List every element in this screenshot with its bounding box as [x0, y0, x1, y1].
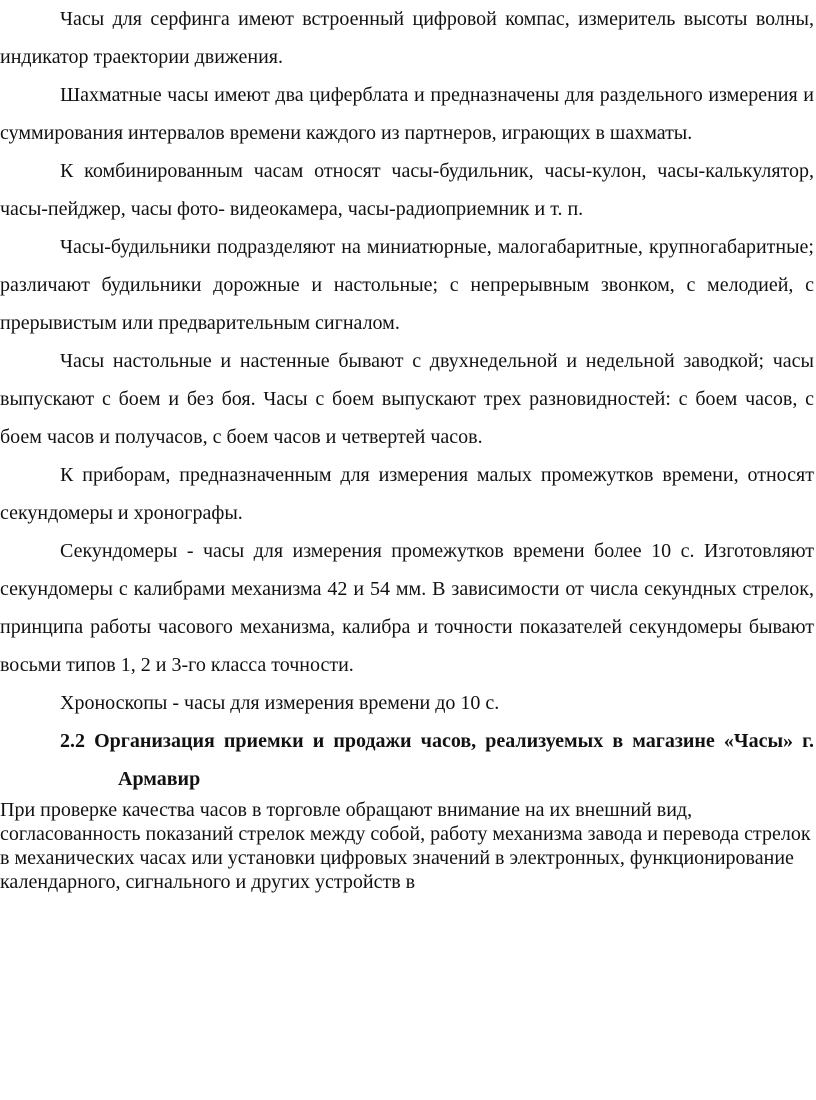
- paragraph-alarm-clocks: Часы-будильники подразделяют на миниатюрные, малогабаритные, крупногабаритные; различают будильники дорожные и настольные; с непрерывным звонком, с мелодией, с прерывистым или предварительным сигналом.: [0, 236, 814, 334]
- paragraph-surf-watches: Часы для серфинга имеют встроенный цифровой компас, измеритель высоты волны, индикатор траектории движения.: [0, 8, 814, 68]
- paragraph-chronoscopes: Хроноскопы - часы для измерения времени до 10 с.: [60, 692, 500, 714]
- paragraph-table-wall-clocks: Часы настольные и настенные бывают с двухнедельной и недельной заводкой; часы выпускают с боем и без боя. Часы с боем выпускают трех разновидностей: с боем часов, с боем часов и получасов, с боем часов и четвертей часов.: [0, 350, 814, 448]
- section-heading: 2.2 Организация приемки и продажи часов, реализуемых в магазине «Часы» г. Армавир: [60, 730, 814, 790]
- paragraph-short-interval-devices: К приборам, предназначенным для измерения малых промежутков времени, относят секундомеры и хронографы.: [0, 464, 814, 524]
- paragraph-combined-watches: К комбинированным часам относят часы-будильник, часы-кулон, часы-калькулятор, часы-пейджер, часы фото- видеокамера, часы-радиоприемник и т. п.: [0, 160, 814, 220]
- paragraph-stopwatches: Секундомеры - часы для измерения промежутков времени более 10 с. Изготовляют секундомеры с калибрами механизма 42 и 54 мм. В зависимости от числа секундных стрелок, принципа работы часового механизма, калибра и точности показателей секундомеры бывают восьми типов 1, 2 и 3-го класса точности.: [0, 540, 814, 676]
- paragraph-chess-clocks: Шахматные часы имеют два циферблата и предназначены для раздельного измерения и суммирования интервалов времени каждого из партнеров, играющих в шахматы.: [0, 84, 814, 144]
- paragraph-quality-check: При проверке качества часов в торговле обращают внимание на их внешний вид, согласованность показаний стрелок между собой, работу механизма завода и перевода стрелок в механических часах или установки цифровых значений в электронных, функционирование календарного, сигнального и других устройств в: [0, 799, 811, 893]
